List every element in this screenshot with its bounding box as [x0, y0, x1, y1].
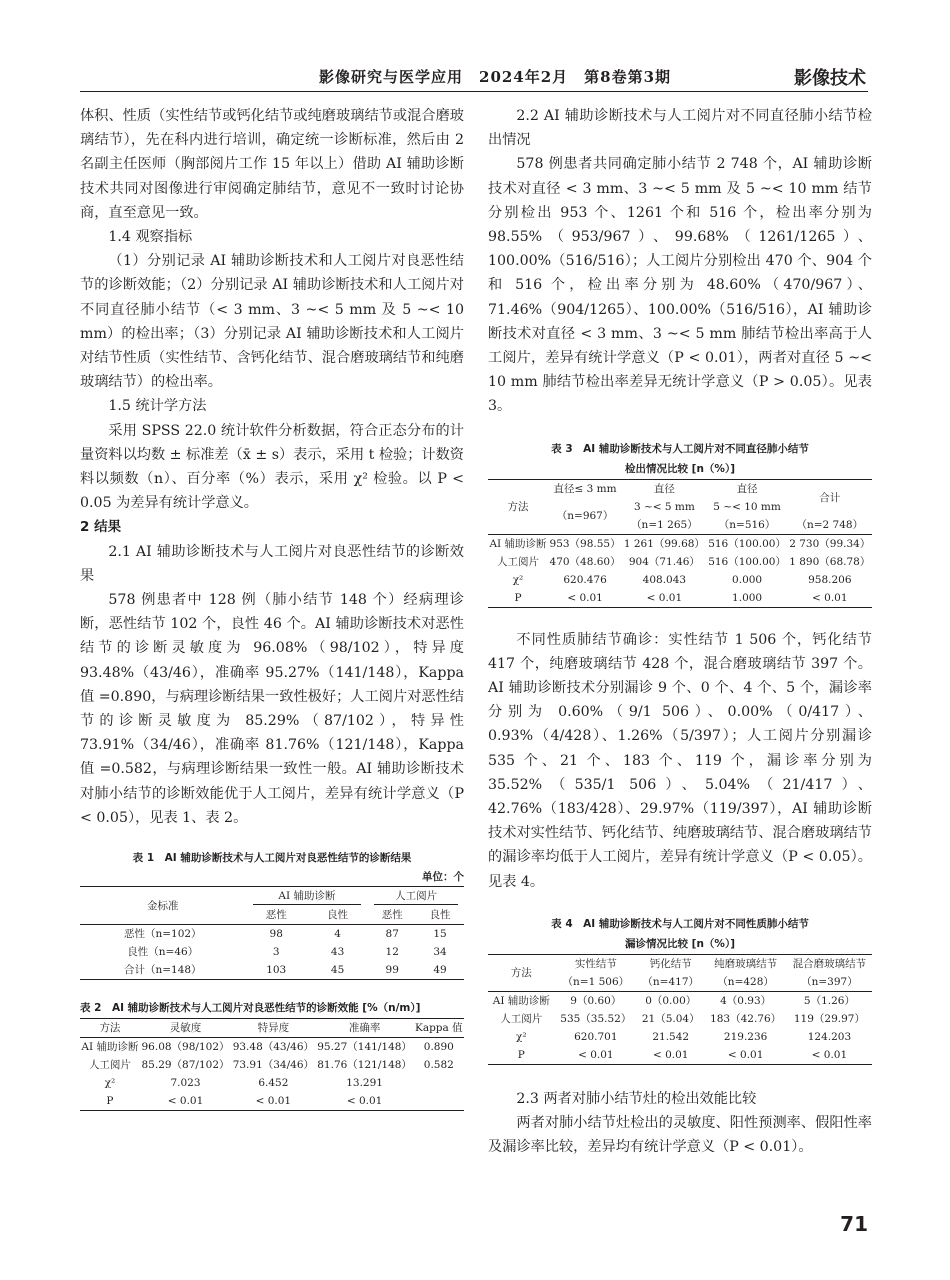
table-cell: 1 261（99.68）	[622, 534, 706, 553]
table-header: 直径≤ 3 mm	[548, 479, 622, 498]
table-row	[488, 571, 872, 589]
table-header: （n=2 748）	[796, 518, 864, 531]
table-cell: P	[488, 1046, 555, 1065]
table-cell: 124.203	[807, 1030, 852, 1043]
header-rule	[80, 91, 868, 92]
heading-1-4: 1.4 观察指标	[108, 229, 193, 246]
table-cell: 4	[307, 925, 368, 944]
table-header: 纯磨玻璃结节	[704, 954, 786, 973]
heading-2-2: 2.2 AI 辅助诊断技术与人工阅片对不同直径肺小结节检出情况	[488, 108, 872, 149]
table-cell: AI 辅助诊断	[488, 991, 555, 1010]
table-header: 直径	[707, 479, 788, 498]
table-cell: 620.701	[574, 1030, 618, 1043]
left-column	[80, 104, 464, 1111]
table-cell: 620.476	[563, 573, 607, 586]
table-cell: 21.542	[652, 1030, 690, 1043]
table-row	[488, 1046, 872, 1065]
table-cell: < 0.01	[788, 589, 872, 608]
table1	[80, 886, 464, 980]
table-cell: 183（42.76）	[710, 1012, 782, 1025]
table-cell: < 0.01	[555, 1046, 637, 1065]
table-row	[488, 589, 872, 608]
table-cell: P	[488, 589, 548, 608]
table-cell: 合计（n=148）	[80, 961, 246, 980]
table-row	[80, 1092, 464, 1111]
table2	[80, 1018, 464, 1111]
table-header: （n=1 506）	[562, 975, 630, 988]
table-cell: 87	[368, 925, 416, 944]
table-cell: 85.29（87/102）	[141, 1059, 230, 1072]
table-cell: < 0.01	[704, 1046, 786, 1065]
table-cell: 良性（n=46）	[127, 946, 199, 959]
table-cell: AI 辅助诊断	[488, 534, 548, 553]
paragraph-2-3: 两者对肺小结节灶检出的灵敏度、阳性预测率、假阳性率及漏诊率比较，差异均有统计学意义（P < 0.01）。	[488, 1115, 872, 1156]
table-row	[488, 553, 872, 571]
section-title: 影像技术	[794, 68, 866, 89]
table-header: （n=1 265）	[631, 518, 698, 531]
table-cell: 0.890	[414, 1038, 464, 1057]
table1-sub: 良性	[429, 909, 451, 922]
table-cell: 4（0.93）	[704, 991, 786, 1010]
table1-sub: 良性	[327, 909, 349, 922]
table-header: 直径	[622, 479, 706, 498]
table-cell: 34	[433, 946, 447, 959]
paragraph-nature: 不同性质肺结节确诊：实性结节 1 506 个，钙化结节 417 个，纯磨玻璃结节 428 个，混合磨玻璃结节 397 个。AI 辅助诊断技术分别漏诊 9 个、0 个、4 个、5 个，漏诊率分别为 0.60%（9/1 506）、0.00%（0/417）、0.93%（4/428）、1.26%（5/397）；人工阅片分别漏诊 535 个、21 个、183 个、119 个，漏诊率分别为 35.52%（535/1 506）、5.04%（21/417）、42.76%（183/428）、29.97%（119/397），AI 辅助诊断技术对实性结节、钙化结节、纯磨玻璃结节、混合磨玻璃结节的漏诊率均低于人工阅片，差异有统计学意义（P < 0.05）。见表 4。	[488, 631, 872, 890]
table1-sub: 恶性	[265, 909, 287, 922]
table-cell: 958.206	[808, 573, 852, 586]
table-cell: 43	[330, 946, 345, 959]
table-cell: 人工阅片	[496, 555, 539, 568]
table-cell: 93.48（43/46）	[231, 1038, 315, 1057]
table4-caption-line1: 表 4 AI 辅助诊断技术与人工阅片对不同性质肺小结节	[551, 917, 809, 930]
table-header: （n=397）	[801, 975, 858, 988]
table-header: （n=428）	[717, 975, 774, 988]
table-cell: 7.023	[170, 1077, 201, 1090]
table-cell: 96.08（98/102）	[140, 1038, 231, 1057]
table1-sub: 恶性	[381, 909, 403, 922]
paragraph-2-1: 578 例患者中 128 例（肺小结节 148 个）经病理诊断，恶性结节 102 个，良性 46 个。AI 辅助诊断技术对恶性结节的诊断灵敏度为 96.08%（98/102），特异度 93.48%（43/46），准确率 95.27%（141/148），Kappa 值 =0.890，与病理诊断结果一致性极好；人工阅片对恶性结节的诊断灵敏度为 85.29%（87/102），特异性 73.91%（34/46），准确率 81.76%（121/148），Kappa 值 =0.582，与病理诊断结果一致性一般。AI 辅助诊断技术对肺小结节的诊断效能优于人工阅片，差异有统计学意义（P < 0.05），见表 1、表 2。	[80, 592, 464, 826]
table-header: 方法	[80, 1019, 140, 1038]
table-cell: 1 890（68.78）	[789, 555, 871, 568]
page-number: 71	[840, 1212, 868, 1236]
table3-caption-line1: 表 3 AI 辅助诊断技术与人工阅片对不同直径肺小结节	[551, 442, 809, 455]
table-cell: 95.27（141/148）	[316, 1038, 414, 1057]
table-cell: 516（100.00）	[707, 534, 788, 553]
table-cell: 99	[368, 961, 416, 980]
right-column	[488, 104, 872, 1159]
paragraph-observation: （1）分别记录 AI 辅助诊断技术和人工阅片对良恶性结节的诊断效能；（2）分别记录 AI 辅助诊断技术和人工阅片对不同直径肺小结节（< 3 mm、3 ~< 5 mm 及 5 ~< 10 mm）的检出率；（3）分别记录 AI 辅助诊断技术和人工阅片对结节性质（实性结节、含钙化结节、混合磨玻璃结节和纯磨玻璃结节）的检出率。	[80, 253, 464, 391]
table-cell: 6.452	[258, 1077, 289, 1090]
table-header: 实性结节	[555, 954, 637, 973]
paragraph-2-2: 578 例患者共同确定肺小结节 2 748 个，AI 辅助诊断技术对直径 < 3 mm、3 ~< 5 mm 及 5 ~< 10 mm 结节分别检出 953 个、1261 个和 516 个，检出率分别为 98.55%（953/967）、99.68%（1261/1265）、100.00%（516/516）；人工阅片分别检出 470 个、904 个和 516 个，检出率分别为 48.60%（470/967）、71.46%（904/1265）、100.00%（516/516），AI 辅助诊断技术对直径 < 3 mm、3 ~< 5 mm 肺结节检出率高于人工阅片，差异有统计学意义（P < 0.01），两者对直径 5 ~< 10 mm 肺结节检出率差异无统计学意义（P > 0.05）。见表 3。	[488, 156, 872, 415]
table-cell: 5（1.26）	[787, 991, 872, 1010]
table-cell: 0（0.00）	[637, 991, 704, 1010]
table1-col0: 金标准	[80, 887, 246, 925]
table-cell: 2 730（99.34）	[788, 534, 872, 553]
table-cell: < 0.01	[231, 1092, 315, 1111]
table-header: 方法	[488, 954, 555, 991]
table-row	[80, 943, 464, 961]
table-header: 5 ~< 10 mm	[713, 500, 781, 513]
table-cell: 12	[385, 946, 399, 959]
table-cell: < 0.01	[548, 589, 622, 608]
table-cell: < 0.01	[637, 1046, 704, 1065]
table-row	[488, 1028, 872, 1046]
table-cell: χ²	[516, 1030, 527, 1043]
table-header: 3 ~< 5 mm	[633, 500, 695, 513]
table-cell: 953（98.55）	[548, 534, 622, 553]
table-cell: 恶性（n=102）	[80, 925, 246, 944]
table-header: （n=967）	[556, 509, 614, 522]
table-cell: 人工阅片	[88, 1059, 131, 1072]
table-header: 准确率	[316, 1019, 414, 1038]
table-cell: χ²	[512, 573, 524, 586]
table-row	[488, 991, 872, 1010]
table-row	[80, 1038, 464, 1057]
table-header: Kappa 值	[414, 1019, 464, 1038]
table-header: （n=417）	[642, 975, 700, 988]
running-header	[0, 64, 950, 92]
table-cell: 1.000	[707, 589, 788, 608]
table-cell: 904（71.46）	[628, 555, 700, 568]
table-cell: 470（48.60）	[549, 555, 621, 568]
table-header: 方法	[488, 479, 548, 534]
journal-title: 影像研究与医学应用 2024年2月 第8卷第3期	[319, 68, 672, 86]
table2-caption: 表 2 AI 辅助诊断技术与人工阅片对良恶性结节的诊断效能 [%（n/m）]	[80, 1002, 421, 1015]
table1-caption: 表 1 AI 辅助诊断技术与人工阅片对良恶性结节的诊断结果	[132, 852, 412, 865]
table-cell: 81.76（121/148）	[317, 1059, 412, 1072]
table-header: 钙化结节	[637, 954, 704, 973]
table-cell: 0.000	[732, 573, 763, 586]
table-header: 灵敏度	[140, 1019, 231, 1038]
paragraph-continuation: 体积、性质（实性结节或钙化结节或纯磨玻璃结节或混合磨玻璃结节），先在科内进行培训，确定统一诊断标准，然后由 2 名副主任医师（胸部阅片工作 15 年以上）借助 AI 辅助诊断技术共同对图像进行审阅确定肺结节，意见不一致时讨论协商，直至意见一致。	[80, 108, 464, 221]
table-cell: < 0.01	[787, 1046, 872, 1065]
table-cell: 15	[416, 925, 464, 944]
table-cell: 408.043	[642, 573, 687, 586]
table-cell: 21（5.04）	[641, 1012, 700, 1025]
table-cell	[414, 1074, 464, 1092]
table-header: 特异度	[231, 1019, 315, 1038]
table-row	[80, 961, 464, 980]
table-row	[488, 1010, 872, 1028]
paragraph-statistics: 采用 SPSS 22.0 统计软件分析数据，符合正态分布的计量资料以均数 ± 标准差（x̄ ± s）表示，采用 t 检验；计数资料以频数（n）、百分率（%）表示，采用 χ² 检验。以 P < 0.05 为差异有统计学意义。	[80, 422, 464, 512]
table-cell: 73.91（34/46）	[232, 1059, 315, 1072]
table-row	[80, 1056, 464, 1074]
heading-results: 2 结果	[80, 519, 122, 536]
table-row	[488, 534, 872, 553]
table-cell: 45	[307, 961, 368, 980]
table-cell: P	[80, 1092, 140, 1111]
table-cell: 119（29.97）	[793, 1012, 865, 1025]
table-cell: 人工阅片	[500, 1012, 543, 1025]
heading-1-5: 1.5 统计学方法	[108, 398, 207, 415]
table-cell: χ²	[104, 1077, 116, 1090]
table-cell: 49	[416, 961, 464, 980]
table-cell: 0.582	[423, 1059, 454, 1072]
table1-unit: 单位：个	[422, 871, 464, 884]
heading-2-1: 2.1 AI 辅助诊断技术与人工阅片对良恶性结节的诊断效果	[80, 543, 464, 584]
table4	[488, 954, 872, 1065]
table-cell: < 0.01	[622, 589, 706, 608]
table-cell: 516（100.00）	[708, 555, 786, 568]
table-cell	[414, 1092, 464, 1111]
table-cell: 535（35.52）	[560, 1012, 632, 1025]
table-header: 混合磨玻璃结节	[787, 954, 872, 973]
table-row	[80, 1074, 464, 1092]
table3	[488, 479, 872, 608]
table-cell: 98	[246, 925, 307, 944]
table-cell: 219.236	[723, 1030, 768, 1043]
table-cell: 13.291	[346, 1077, 383, 1090]
table-cell: 103	[246, 961, 307, 980]
table-cell: < 0.01	[316, 1092, 414, 1111]
table-header: （n=516）	[718, 518, 776, 531]
table-header: 合计	[788, 479, 872, 516]
table-row	[80, 925, 464, 944]
heading-2-3: 2.3 两者对肺小结节灶的检出效能比较	[516, 1090, 757, 1107]
table3-caption-line2: 检出情况比较 [n（%）]	[625, 462, 735, 475]
table-cell: < 0.01	[140, 1092, 231, 1111]
table1-group-ai: AI 辅助诊断	[253, 888, 362, 905]
table-cell: 3	[272, 946, 280, 959]
table4-caption-line2: 漏诊情况比较 [n（%）]	[625, 937, 735, 950]
table1-group-manual: 人工阅片	[374, 888, 458, 905]
table-cell: 9（0.60）	[555, 991, 637, 1010]
table-cell: AI 辅助诊断	[80, 1038, 140, 1057]
